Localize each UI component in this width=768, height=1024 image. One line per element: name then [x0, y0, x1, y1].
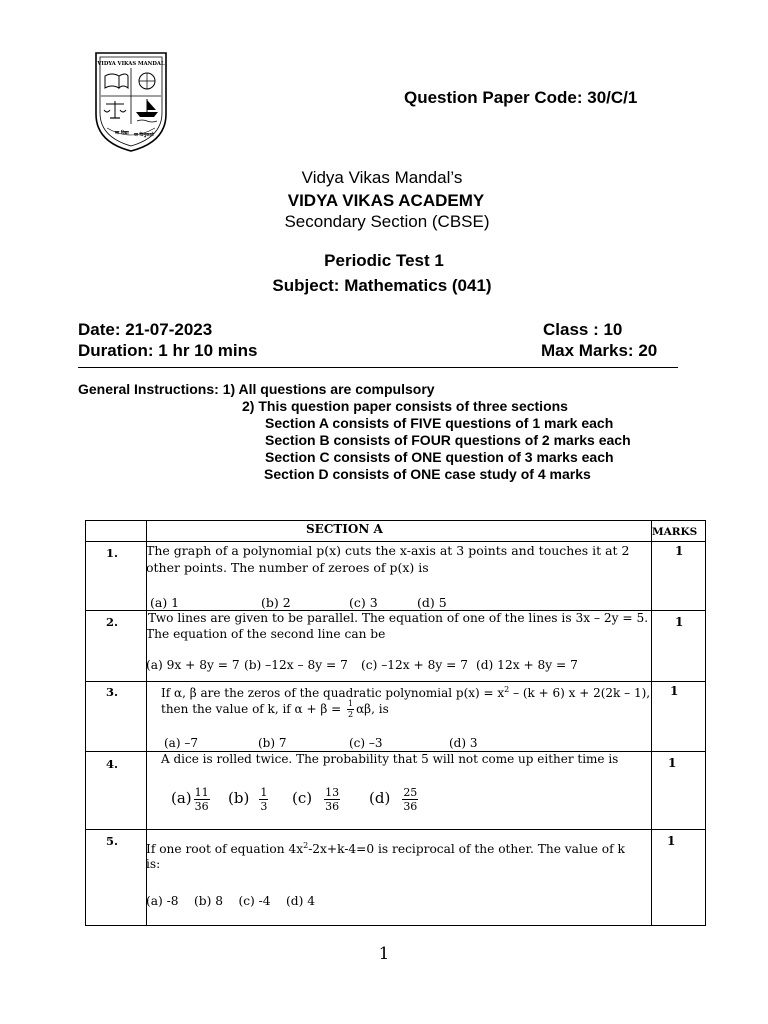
svg-text:या विमुक्तये: या विमुक्तये: [134, 133, 154, 138]
question-number: 2.: [106, 615, 119, 629]
row-divider: [86, 829, 705, 830]
marks-header: MARKS: [652, 526, 698, 538]
instruction-line: Section A consists of FIVE questions of 1 mark each: [265, 415, 614, 431]
option-label: (a): [171, 789, 192, 807]
fraction: $\frac{1}{3}$: [260, 785, 268, 813]
option: (c) –12x + 8y = 7: [361, 658, 468, 672]
question-marks: 1: [675, 544, 684, 558]
option: (a) –7: [164, 736, 198, 750]
question-marks: 1: [670, 684, 679, 698]
question-text-part: If one root of equation 4x: [146, 842, 304, 857]
option-label: (d): [369, 789, 391, 807]
option: (a) 1: [150, 595, 180, 610]
instruction-line: 2) This question paper consists of three sections: [242, 398, 568, 414]
school-name: VIDYA VIKAS ACADEMY: [287, 191, 485, 210]
header-divider: [78, 367, 678, 368]
svg-text:सा विद्या: सा विद्या: [115, 131, 129, 136]
option: (c) 3: [349, 595, 378, 610]
option: (b) –12x – 8y = 7: [244, 658, 348, 672]
fraction: $\frac{1}{2}$: [347, 699, 354, 719]
question-text-part: then the value of k, if α + β =: [161, 702, 345, 716]
max-marks: Max Marks: 20: [541, 341, 658, 360]
question-text-part: αβ, is: [356, 702, 389, 716]
instruction-line: Section B consists of FOUR questions of 2 marks each: [265, 432, 631, 448]
school-logo: [93, 50, 169, 154]
logo-title: VIDYA VIKAS MANDAL: [97, 61, 165, 67]
question-number: 3.: [106, 685, 119, 699]
option: (d) 3: [449, 736, 478, 750]
option: [228, 783, 270, 813]
subject-title: Subject: Mathematics (041): [272, 276, 492, 295]
question-number: 5.: [106, 834, 119, 848]
school-section: Secondary Section (CBSE): [284, 212, 490, 231]
question-marks: 1: [667, 834, 676, 848]
option: (d) 5: [417, 595, 447, 610]
question-marks: 1: [675, 615, 684, 629]
exam-date: Date: 21-07-2023: [78, 320, 213, 339]
question-text-part: If α, β are the zeros of the quadratic polynomial p(x) = x: [161, 686, 505, 700]
exam-class: Class : 10: [543, 320, 623, 339]
option: (b) 7: [258, 736, 287, 750]
instruction-line: General Instructions: 1) All questions are compulsory: [78, 381, 435, 397]
question-text-part: -2x+k-4=0 is reciprocal of the other. The value of k: [308, 842, 625, 857]
option: [292, 783, 342, 813]
section-title: SECTION A: [306, 522, 383, 536]
questions-table: [85, 520, 706, 926]
test-title: Periodic Test 1: [324, 251, 444, 270]
fraction: $\frac{11}{36}$: [194, 785, 209, 813]
instruction-line: Section D consists of ONE case study of 4 marks: [264, 466, 591, 482]
org-parent-name: Vidya Vikas Mandal’s: [301, 168, 463, 187]
exam-duration: Duration: 1 hr 10 mins: [78, 341, 258, 360]
question-text: other points. The number of zeroes of p(x) is: [146, 560, 429, 575]
question-text: Two lines are given to be parallel. The equation of one of the lines is 3x – 2y = 5.: [148, 611, 649, 625]
question-text: [146, 837, 625, 858]
option: (a) 9x + 8y = 7: [146, 658, 240, 672]
option: (d) 12x + 8y = 7: [476, 658, 578, 672]
question-text: The equation of the second line can be: [146, 627, 386, 641]
question-text: The graph of a polynomial p(x) cuts the x-axis at 3 points and touches it at 2: [146, 543, 630, 558]
fraction: $\frac{13}{36}$: [325, 785, 340, 813]
question-text-part: – (k + 6) x + 2(2k – 1),: [509, 686, 651, 700]
page-number: 1: [378, 944, 390, 964]
question-marks: 1: [668, 756, 677, 770]
question-number: 4.: [106, 757, 119, 771]
option: [171, 783, 212, 813]
option: (c) –3: [349, 736, 383, 750]
question-text: [161, 698, 389, 720]
question-paper-code: Question Paper Code: 30/C/1: [404, 88, 638, 107]
question-text: is:: [146, 857, 161, 871]
instruction-line: Section C consists of ONE question of 3 marks each: [265, 449, 614, 465]
options: (a) -8 (b) 8 (c) -4 (d) 4: [146, 894, 315, 908]
exponent: 2: [504, 685, 510, 694]
question-number: 1.: [106, 546, 119, 560]
exponent: 2: [303, 841, 309, 850]
option-label: (c): [292, 789, 313, 807]
column-divider: [651, 521, 652, 925]
fraction: $\frac{25}{36}$: [403, 785, 418, 813]
option: [369, 783, 420, 813]
option: (b) 2: [261, 595, 291, 610]
option-label: (b): [228, 789, 250, 807]
question-text: A dice is rolled twice. The probability that 5 will not come up either time is: [161, 752, 619, 766]
